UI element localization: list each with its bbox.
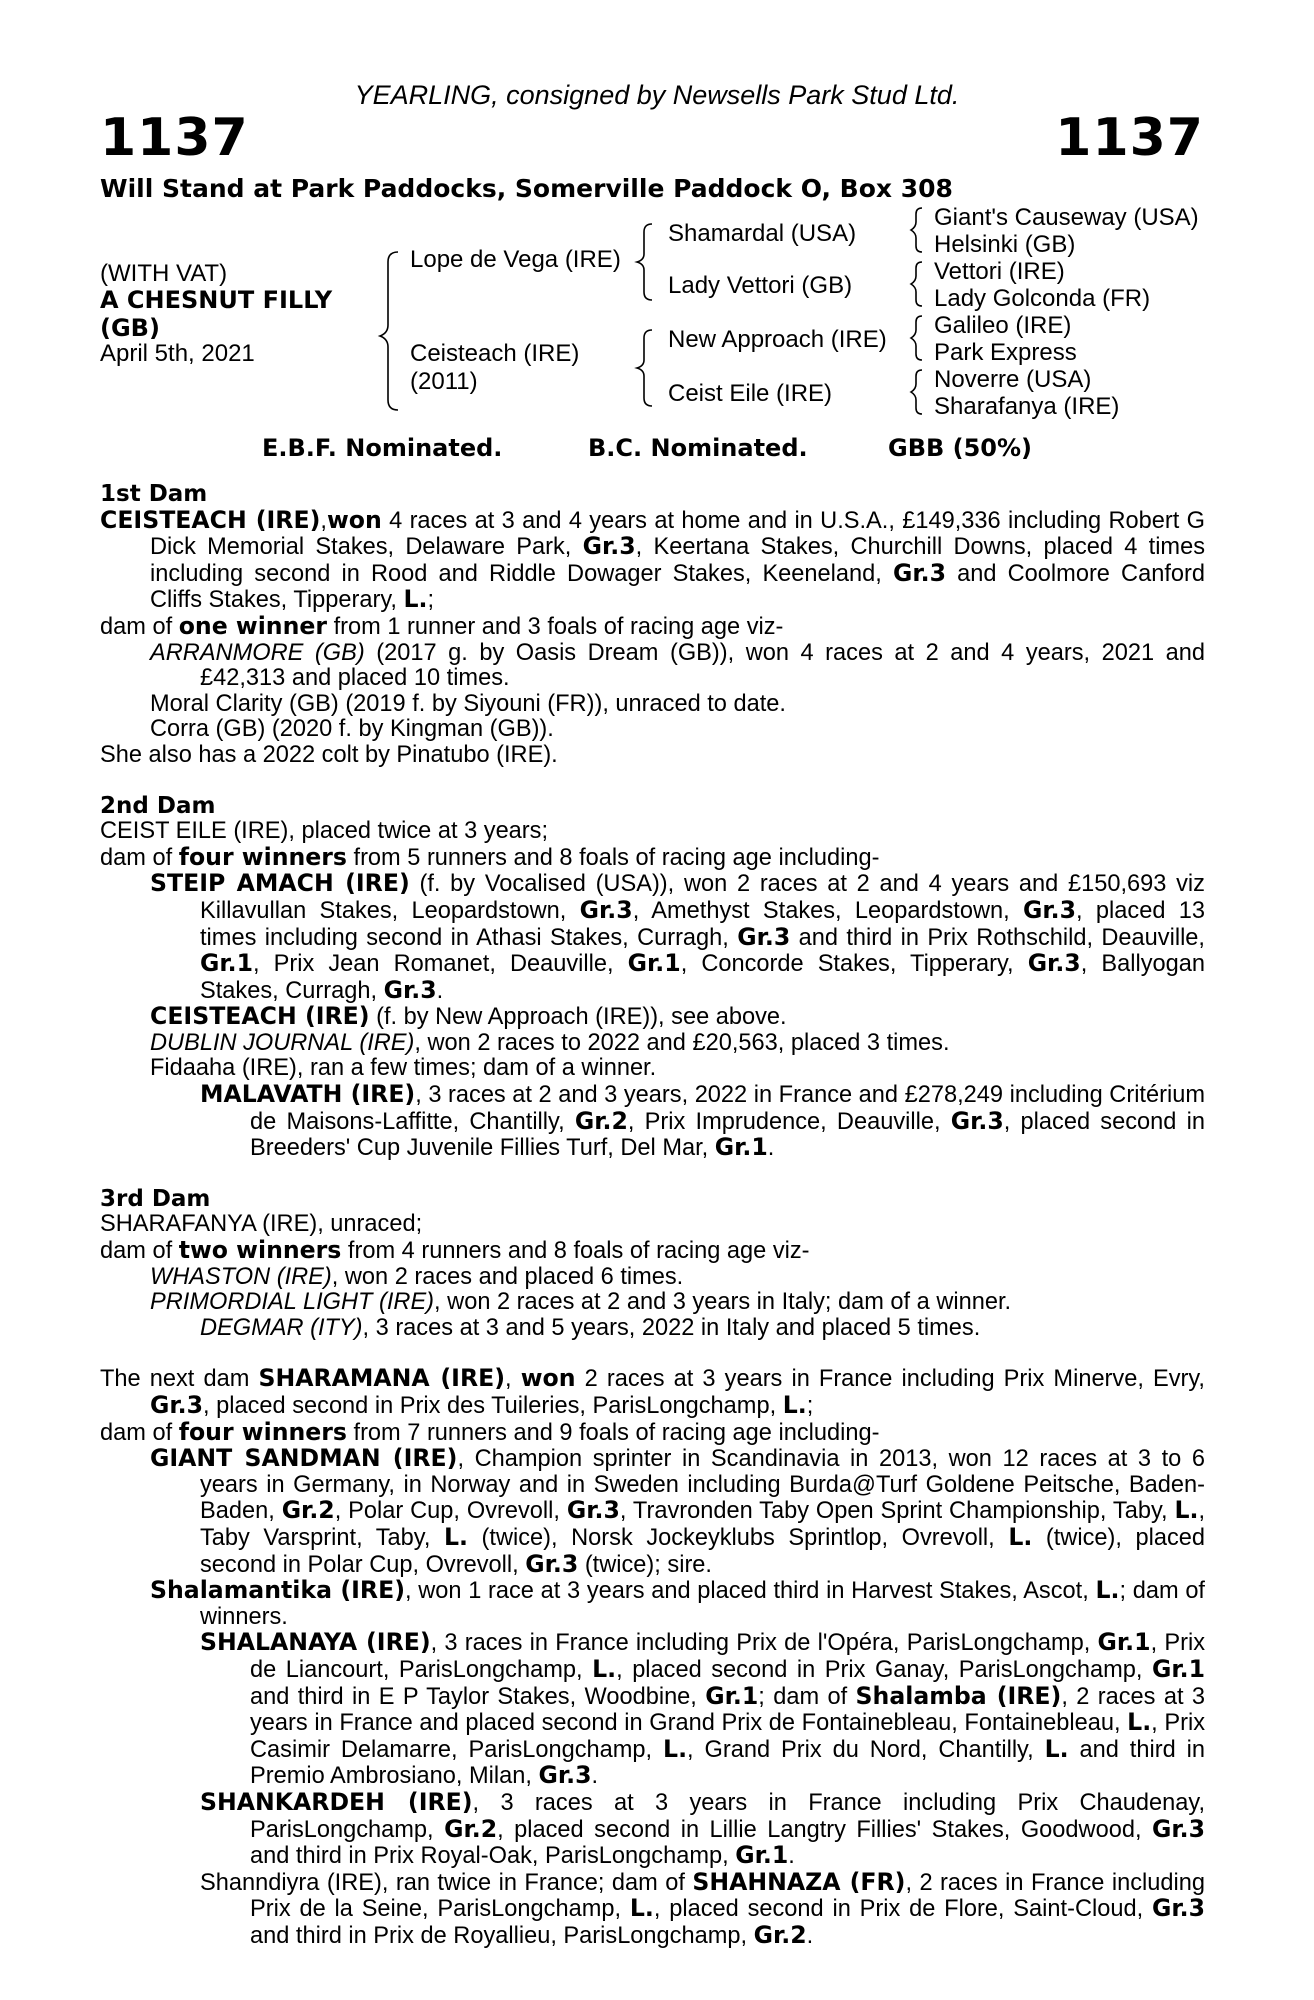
bold-text: Gr.3	[1027, 949, 1081, 978]
ancestor-brace-1	[911, 208, 922, 252]
pedigree-entry	[100, 1004, 1205, 1031]
bold-text: Gr.3	[1151, 1894, 1205, 1923]
plain-text: ;	[806, 1393, 814, 1419]
plain-text: and third in Prix Royal-Oak, ParisLongchamp,	[250, 1843, 736, 1870]
foaling-date: April 5th, 2021	[100, 340, 255, 367]
plain-text: , won 2 races at 2 and 3 years in Italy; dam of a winner.	[434, 1289, 1012, 1316]
ancestor-7: Noverre (USA)	[934, 366, 1092, 393]
dam-brace	[637, 330, 652, 406]
plain-text: ; dam of winners.	[200, 1578, 1205, 1630]
pedigree-entry	[100, 1212, 1205, 1238]
pedigree-entry	[100, 1082, 1205, 1162]
bold-text: Gr.3	[582, 532, 636, 561]
plain-text: from 1 runner and 3 foals of racing age viz-	[327, 613, 784, 640]
plain-text: , Keertana Stakes, Churchill Downs, placed 4 times including second in Rood and Riddle Dowager Stakes, Keeneland,	[150, 534, 1206, 587]
pedigree-entry	[100, 819, 1205, 845]
pedigree-entry	[100, 1056, 1205, 1082]
bold-text: Gr.2	[753, 1920, 807, 1949]
plain-text: , Polar Cup, Ovrevoll,	[334, 1498, 567, 1525]
sire-of-dam: New Approach (IRE)	[668, 326, 887, 353]
plain-text: , Grand Prix du Nord, Chantilly,	[687, 1736, 1045, 1763]
pedigree-entry	[100, 1031, 1205, 1057]
plain-text: , placed second in Lillie Langtry Fillies' Stakes, Goodwood,	[497, 1816, 1152, 1843]
plain-text: (twice); sire.	[578, 1551, 712, 1578]
plain-text: 4 races at 3 and 4 years at home and in U.S.A., £149,336 including Robert G Dick Memorial Stakes, Delaware Park,	[150, 507, 1205, 561]
italic-text: WHASTON (IRE)	[150, 1263, 332, 1290]
bold-text: Gr.1	[1151, 1654, 1205, 1683]
horse-origin: (GB)	[100, 314, 160, 342]
bold-text: L.	[663, 1734, 688, 1763]
pedigree-entry	[100, 505, 1206, 614]
plain-text: (twice), placed second in Polar Cup, Ovrevoll,	[200, 1524, 1205, 1578]
plain-text: , Amethyst Stakes, Leopardstown,	[632, 897, 1024, 924]
plain-text: , 3 races at 3 years in France including Prix Chaudenay, ParisLongchamp,	[250, 1789, 1205, 1843]
pedigree-entry	[100, 641, 1205, 692]
bold-text: Gr.1	[1097, 1628, 1151, 1657]
ancestor-8: Sharafanya (IRE)	[934, 393, 1120, 420]
bold-text: L.	[403, 585, 428, 614]
bold-text: Gr.3	[150, 1391, 204, 1419]
plain-text: , Prix Jean Romanet, Deauville,	[253, 951, 628, 978]
bold-text: Gr.3	[892, 558, 946, 587]
pedigree-entry	[100, 1290, 1205, 1316]
plain-text: , won 1 race at 3 years and placed third in Harvest Stakes, Ascot,	[404, 1578, 1096, 1605]
bold-text: Gr.3	[579, 895, 633, 924]
plain-text: , 2 races in France including Prix de la Seine, ParisLongchamp,	[250, 1869, 1206, 1923]
italic-text: DUBLIN JOURNAL (IRE)	[150, 1029, 415, 1056]
ancestor-5: Galileo (IRE)	[934, 312, 1072, 339]
ancestor-2: Helsinki (GB)	[934, 231, 1076, 258]
plain-text: dam of	[100, 613, 179, 640]
plain-text: .	[591, 1763, 599, 1790]
bold-text: GIANT SANDMAN (IRE)	[150, 1444, 458, 1473]
section-gap	[100, 1162, 1205, 1187]
bold-text: L.	[1095, 1576, 1120, 1605]
plain-text: 2 races at 3 years in France including Prix Minerve, Evry,	[575, 1366, 1205, 1393]
plain-text: , 3 races at 3 and 5 years, 2022 in Italy and placed 5 times.	[362, 1314, 981, 1341]
plain-text: , Ballyogan Stakes, Curragh,	[200, 951, 1205, 1004]
pedigree-entry	[100, 717, 1205, 743]
bold-text: one winner	[178, 611, 328, 640]
bold-text: Gr.3	[383, 975, 437, 1004]
plain-text: (f. by Vocalised (USA)), won 2 races at 2 and 4 years and £150,693 viz Killavullan Stakes, Leopardstown,	[200, 871, 1205, 924]
plain-text: Fidaaha (IRE), ran a few times; dam of a winner.	[150, 1055, 657, 1082]
bc-nomination: B.C. Nominated.	[588, 434, 808, 462]
bold-text: L.	[782, 1391, 807, 1419]
plain-text: The next dam	[100, 1366, 259, 1393]
plain-text: , won 2 races to 2022 and £20,563, placed 3 times.	[414, 1029, 950, 1056]
plain-text: , placed second in Prix de Flore, Saint-Cloud,	[653, 1896, 1152, 1923]
bold-text: four winners	[178, 842, 347, 871]
plain-text: .	[806, 1922, 814, 1949]
pedigree-entry	[100, 1316, 1205, 1342]
plain-text: (2017 g. by Oasis Dream (GB)), won 4 races at 2 and 4 years, 2021 and £42,313 and placed 10 times.	[200, 639, 1206, 692]
plain-text: SHARAFANYA (IRE), unraced;	[100, 1211, 423, 1238]
pedigree-entry	[100, 1417, 1205, 1447]
bold-text: L.	[629, 1894, 654, 1923]
plain-text: Corra (GB) (2020 f. by Kingman (GB)).	[150, 716, 554, 743]
plain-text: , 2 races at 3 years in France and placed second in Grand Prix de Fontainebleau, Fontainebleau,	[250, 1683, 1205, 1737]
dam-name: Ceisteach (IRE)	[410, 340, 580, 367]
stand-location: Will Stand at Park Paddocks, Somerville Paddock O, Box 308	[100, 174, 953, 203]
pedigree-entry	[100, 1238, 1205, 1265]
bold-text: two winners	[178, 1236, 342, 1265]
bold-text: L.	[443, 1522, 468, 1551]
plain-text: , 3 races at 2 and 3 years, 2022 in France and £278,249 including Critérium de Maisons-Laffitte, Chantilly,	[250, 1082, 1205, 1135]
plain-text: from 5 runners and 8 foals of racing age including-	[346, 844, 880, 871]
bold-text: Gr.1	[200, 949, 254, 978]
pedigree-entry	[100, 1867, 1206, 1950]
plain-text: ,	[320, 507, 327, 534]
ancestor-3: Vettori (IRE)	[934, 258, 1065, 285]
section-heading: 3rd Dam	[100, 1185, 211, 1212]
bold-text: Gr.1	[714, 1133, 768, 1162]
bold-text: L.	[1044, 1734, 1069, 1763]
ancestor-4: Lady Golconda (FR)	[934, 285, 1151, 312]
bold-text: Gr.1	[735, 1841, 789, 1870]
bold-text: L.	[1127, 1708, 1152, 1737]
plain-text: , Prix de Liancourt, ParisLongchamp,	[250, 1630, 1205, 1683]
plain-text: and third in Premio Ambrosiano, Milan,	[250, 1736, 1205, 1790]
vat-note: (WITH VAT)	[100, 260, 228, 287]
plain-text: from 7 runners and 9 foals of racing age including-	[346, 1419, 880, 1446]
plain-text: ;	[427, 587, 435, 614]
plain-text: .	[788, 1843, 795, 1870]
plain-text: CEIST EILE (IRE), placed twice at 3 years;	[100, 818, 549, 845]
plain-text: (twice), Norsk Jockeyklubs Sprintlop, Ovrevoll,	[467, 1524, 1009, 1551]
plain-text: , 3 races in France including Prix de l'Opéra, ParisLongchamp,	[430, 1630, 1098, 1657]
pedigree-entry	[100, 1578, 1205, 1630]
bold-text: MALAVATH (IRE)	[200, 1080, 416, 1109]
section-heading: 1st Dam	[100, 481, 208, 507]
bold-text: Gr.3	[950, 1106, 1004, 1135]
plain-text: from 4 runners and 8 foals of racing age viz-	[341, 1238, 810, 1265]
bold-text: SHALANAYA (IRE)	[200, 1628, 431, 1657]
pedigree-entry	[100, 1366, 1205, 1419]
pedigree-entry	[100, 1630, 1205, 1790]
plain-text: dam of	[100, 844, 179, 871]
pedigree-entry	[100, 871, 1205, 1004]
bold-text: CEISTEACH (IRE)	[100, 505, 321, 534]
section-gap	[100, 1341, 1205, 1366]
section-heading: 2nd Dam	[100, 792, 216, 819]
plain-text: , Champion sprinter in Scandinavia in 2013, won 12 races at 3 to 6 years in Germany, in Norway and in Sweden including Burda@Turf Goldene Peitsche, Baden-Baden,	[200, 1446, 1205, 1525]
plain-text: , Concorde Stakes, Tipperary,	[680, 951, 1028, 978]
plain-text: .	[767, 1135, 775, 1162]
bold-text: Gr.1	[705, 1681, 759, 1710]
bold-text: SHAHNAZA (FR)	[692, 1867, 906, 1896]
bold-text: Gr.2	[574, 1106, 628, 1135]
plain-text: Shanndiyra (IRE), ran twice in France; dam of	[200, 1869, 693, 1896]
plain-text: , placed second in Breeders' Cup Juvenile Fillies Turf, Del Mar,	[250, 1108, 1205, 1162]
family-details	[100, 482, 1205, 1949]
bold-text: L.	[592, 1654, 617, 1683]
pedigree-entry	[100, 692, 1205, 718]
horse-description: A CHESNUT FILLY	[100, 286, 333, 314]
bold-text: four winners	[178, 1417, 347, 1446]
plain-text: , placed second in Prix des Tuileries, ParisLongchamp,	[203, 1393, 783, 1419]
sire-of-sire: Shamardal (USA)	[668, 220, 857, 247]
consignor-line: YEARLING, consigned by Newsells Park Stud Ltd.	[354, 80, 960, 110]
pedigree-entry	[100, 1265, 1205, 1291]
pedigree-entry	[100, 842, 1205, 872]
bold-text: Gr.1	[627, 949, 681, 978]
ancestor-brace-4	[911, 370, 922, 414]
plain-text: dam of	[100, 1419, 179, 1446]
plain-text: , won 2 races and placed 6 times.	[331, 1263, 684, 1290]
plain-text: She also has a 2022 colt by Pinatubo (IRE).	[100, 741, 558, 768]
plain-text: and third in Prix de Royallieu, ParisLongchamp,	[250, 1922, 754, 1949]
plain-text: , Prix Imprudence, Deauville,	[627, 1108, 951, 1135]
plain-text: dam of	[100, 1238, 179, 1265]
bold-text: Gr.2	[444, 1814, 498, 1843]
pedigree-entry	[100, 1446, 1205, 1578]
italic-text: PRIMORDIAL LIGHT (IRE)	[150, 1289, 435, 1316]
bold-text: CEISTEACH (IRE)	[150, 1002, 370, 1031]
main-brace	[380, 252, 398, 410]
bold-text: STEIP AMACH (IRE)	[150, 869, 410, 898]
pedigree-entry	[100, 1787, 1206, 1870]
plain-text: , placed 13 times including second in Athasi Stakes, Curragh,	[200, 897, 1206, 951]
plain-text: and third in E P Taylor Stakes, Woodbine,	[250, 1683, 706, 1710]
plain-text: (f. by New Approach (IRE)), see above.	[369, 1004, 787, 1031]
italic-text: DEGMAR (ITY)	[200, 1314, 363, 1341]
pedigree-entry	[100, 743, 1205, 769]
plain-text: , Prix Casimir Delamarre, ParisLongchamp,	[250, 1710, 1205, 1763]
dam-year: (2011)	[410, 368, 478, 395]
lot-number-right: 1137	[1055, 108, 1204, 168]
gbb-status: GBB (50%)	[888, 434, 1033, 462]
italic-text: ARRANMORE (GB)	[150, 639, 365, 666]
bold-text: Gr.3	[1151, 1814, 1206, 1843]
bold-text: Gr.3	[1023, 895, 1077, 924]
plain-text: and Coolmore Canford Cliffs Stakes, Tipperary,	[150, 560, 1205, 614]
ancestor-brace-2	[911, 262, 922, 306]
plain-text: and third in Prix Rothschild, Deauville,	[790, 924, 1205, 951]
plain-text: ,	[505, 1366, 521, 1393]
dam-of-dam: Ceist Eile (IRE)	[668, 380, 833, 407]
bold-text: L.	[1008, 1522, 1033, 1551]
ancestor-brace-3	[911, 316, 922, 360]
bold-text: Shalamba (IRE)	[855, 1681, 1062, 1710]
plain-text: .	[436, 977, 444, 1004]
bold-text: won	[520, 1364, 576, 1393]
section-gap	[100, 769, 1205, 794]
sire-brace	[637, 224, 652, 300]
plain-text: ; dam of	[758, 1683, 856, 1710]
bold-text: L.	[1174, 1496, 1199, 1525]
pedigree-entry	[100, 611, 1205, 641]
bold-text: SHARAMANA (IRE)	[258, 1364, 506, 1393]
bold-text: Gr.2	[281, 1496, 335, 1525]
lot-number-left: 1137	[100, 108, 249, 168]
bold-text: won	[326, 505, 382, 534]
bold-text: Gr.3	[525, 1549, 579, 1578]
plain-text: , placed second in Prix Ganay, ParisLongchamp,	[616, 1656, 1152, 1683]
ancestor-6: Park Express	[934, 339, 1077, 366]
plain-text: Moral Clarity (GB) (2019 f. by Siyouni (FR)), unraced to date.	[150, 690, 786, 717]
plain-text: , Travronden Taby Open Sprint Championship, Taby,	[619, 1498, 1175, 1525]
bold-text: SHANKARDEH (IRE)	[200, 1787, 473, 1816]
ebf-nomination: E.B.F. Nominated.	[262, 434, 503, 462]
sire-name: Lope de Vega (IRE)	[410, 246, 621, 273]
bold-text: Gr.3	[737, 922, 791, 951]
plain-text: , Taby Varsprint, Taby,	[200, 1498, 1206, 1551]
ancestor-1: Giant's Causeway (USA)	[934, 204, 1199, 231]
bold-text: Shalamantika (IRE)	[150, 1576, 405, 1605]
bold-text: Gr.3	[538, 1761, 592, 1790]
bold-text: Gr.3	[566, 1496, 620, 1525]
dam-of-sire: Lady Vettori (GB)	[668, 272, 853, 299]
